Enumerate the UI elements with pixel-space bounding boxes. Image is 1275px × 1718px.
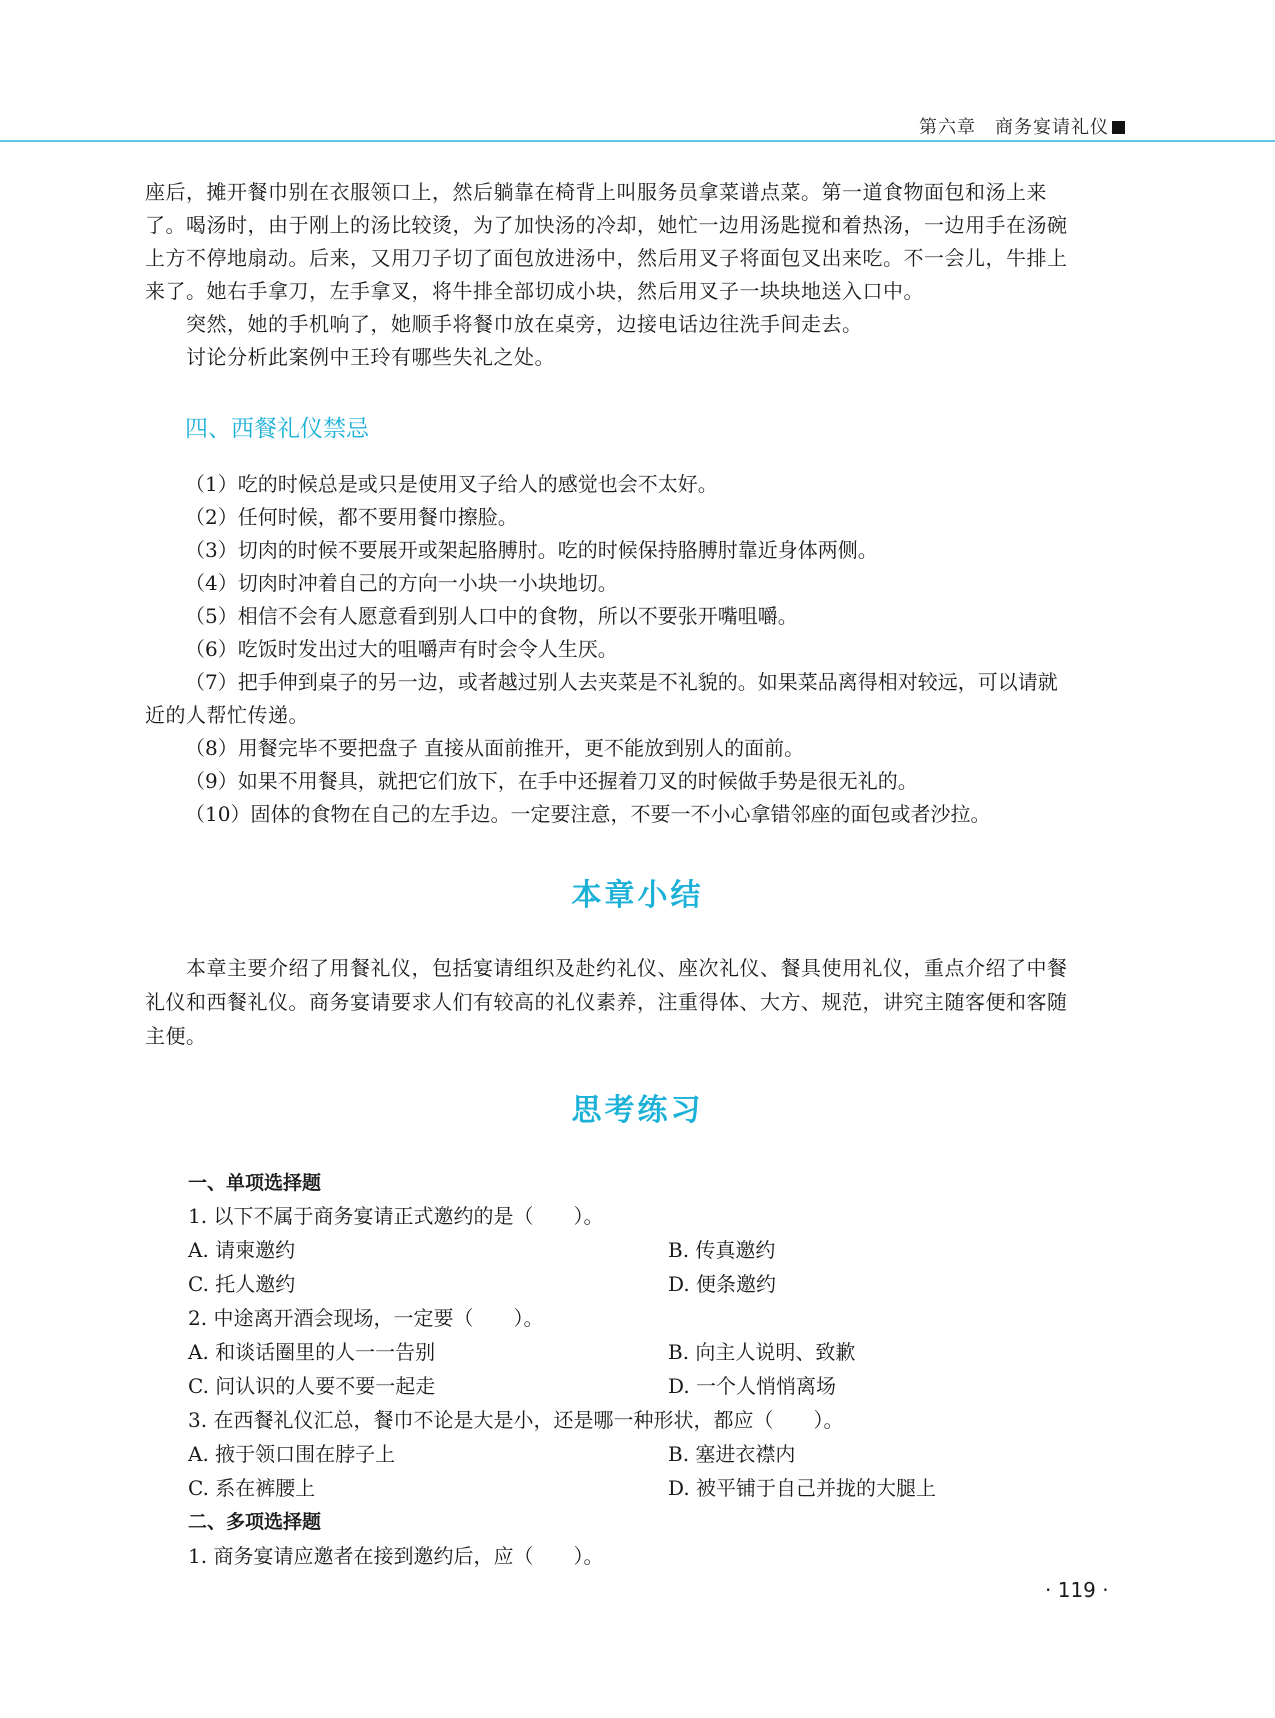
q1-option-d: D. 便条邀约 (668, 1272, 777, 1296)
q3-option-a: A. 掖于领口围在脖子上 (188, 1442, 396, 1466)
single-choice-heading: 一、单项选择题 (188, 1172, 322, 1194)
case-line-4: 来了。她右手拿刀，左手拿叉，将牛排全部切成小块，然后用叉子一块块地送入口中。 (145, 279, 924, 303)
question-3-stem: 3. 在西餐礼仪汇总，餐巾不论是大是小，还是哪一种形状，都应（ ）。 (188, 1408, 844, 1432)
summary-line-1: 本章主要介绍了用餐礼仪，包括宴请组织及赴约礼仪、座次礼仪、餐具使用礼仪，重点介绍了中餐 (145, 956, 1068, 980)
taboo-item-7-cont: 近的人帮忙传递。 (145, 703, 309, 727)
case-line-1: 座后，摊开餐巾别在衣服领口上，然后躺靠在椅背上叫服务员拿菜谱点菜。第一道食物面包和汤上来 (145, 180, 1047, 204)
exercises-heading: 思考练习 (571, 1093, 704, 1128)
taboo-item-5: （5）相信不会有人愿意看到别人口中的食物，所以不要张开嘴咀嚼。 (185, 604, 798, 628)
chapter-title: 第六章 商务宴请礼仪 (919, 117, 1109, 138)
square-marker-icon (1112, 121, 1125, 134)
page-number: · 119 · (1045, 1578, 1109, 1602)
taboo-item-2: （2）任何时候，都不要用餐巾擦脸。 (185, 505, 518, 529)
taboo-item-6: （6）吃饭时发出过大的咀嚼声有时会令人生厌。 (185, 637, 618, 661)
q2-option-d: D. 一个人悄悄离场 (668, 1374, 837, 1398)
q1-option-b: B. 传真邀约 (668, 1238, 776, 1262)
multi-question-1-stem: 1. 商务宴请应邀者在接到邀约后，应（ ）。 (188, 1544, 604, 1568)
taboo-item-9: （9）如果不用餐具，就把它们放下，在手中还握着刀叉的时候做手势是很无礼的。 (185, 769, 918, 793)
case-line-5: 突然，她的手机响了，她顺手将餐巾放在桌旁，边接电话边往洗手间走去。 (145, 312, 863, 336)
q3-option-b: B. 塞进衣襟内 (668, 1442, 796, 1466)
running-header (919, 113, 1125, 139)
q2-option-a: A. 和谈话圈里的人一一告别 (188, 1340, 436, 1364)
q3-option-d: D. 被平铺于自己并拢的大腿上 (668, 1476, 937, 1500)
case-line-6: 讨论分析此案例中王玲有哪些失礼之处。 (145, 345, 555, 369)
question-1-stem: 1. 以下不属于商务宴请正式邀约的是（ ）。 (188, 1204, 604, 1228)
chapter-summary-heading: 本章小结 (571, 878, 704, 913)
header-rule (0, 140, 1275, 142)
taboo-item-10: （10）固体的食物在自己的左手边。一定要注意，不要一不小心拿错邻座的面包或者沙拉。 (185, 802, 991, 826)
q3-option-c: C. 系在裤腰上 (188, 1476, 316, 1500)
taboo-item-4: （4）切肉时冲着自己的方向一小块一小块地切。 (185, 571, 618, 595)
taboo-item-3: （3）切肉的时候不要展开或架起胳膊肘。吃的时候保持胳膊肘靠近身体两侧。 (185, 538, 878, 562)
case-line-2: 了。喝汤时，由于刚上的汤比较烫，为了加快汤的冷却，她忙一边用汤匙搅和着热汤，一边用手在汤碗 (145, 213, 1068, 237)
question-2-stem: 2. 中途离开酒会现场，一定要（ ）。 (188, 1306, 544, 1330)
q2-option-b: B. 向主人说明、致歉 (668, 1340, 856, 1364)
summary-line-2: 礼仪和西餐礼仪。商务宴请要求人们有较高的礼仪素养，注重得体、大方、规范，讲究主随客便和客随 (145, 990, 1068, 1014)
q1-option-a: A. 请柬邀约 (188, 1238, 296, 1262)
summary-line-3: 主便。 (145, 1024, 207, 1048)
section-heading-western-taboos: 四、西餐礼仪禁忌 (185, 416, 369, 442)
taboo-item-1: （1）吃的时候总是或只是使用叉子给人的感觉也会不太好。 (185, 472, 718, 496)
taboo-item-7: （7）把手伸到桌子的另一边，或者越过别人去夹菜是不礼貌的。如果菜品离得相对较远，可以请就 (185, 670, 1058, 694)
case-line-3: 上方不停地扇动。后来，又用刀子切了面包放进汤中，然后用叉子将面包叉出来吃。不一会儿，牛排上 (145, 246, 1068, 270)
taboo-item-8: （8）用餐完毕不要把盘子 直接从面前推开，更不能放到别人的面前。 (185, 736, 805, 760)
q1-option-c: C. 托人邀约 (188, 1272, 296, 1296)
q2-option-c: C. 问认识的人要不要一起走 (188, 1374, 436, 1398)
multi-choice-heading: 二、多项选择题 (188, 1511, 322, 1533)
